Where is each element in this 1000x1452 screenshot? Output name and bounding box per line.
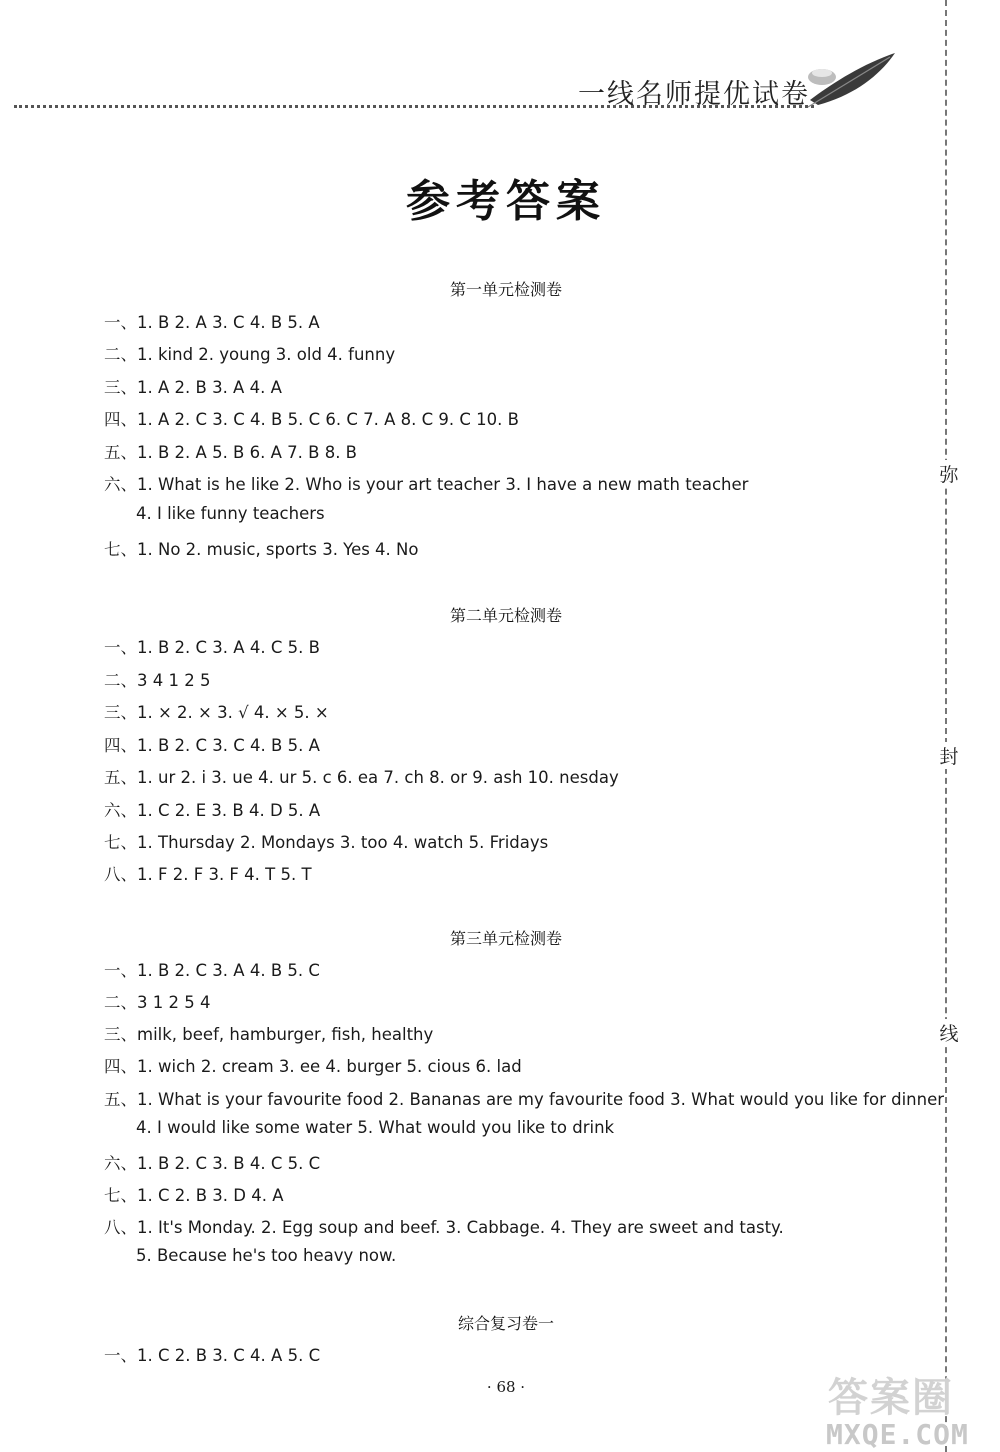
header-brand: 一线名师提优试卷: [578, 79, 810, 110]
binding-mark: 线: [937, 1019, 961, 1046]
page-number: · 68 ·: [486, 1378, 526, 1396]
section-title: 第三单元检测卷: [449, 929, 562, 948]
answer-row: 一、1. B 2. A 3. C 4. B 5. A: [104, 313, 320, 332]
answer-row: 一、1. B 2. C 3. A 4. C 5. B: [104, 638, 320, 657]
answer-row: 七、1. No 2. music, sports 3. Yes 4. No: [104, 540, 419, 559]
binding-mark: 封: [937, 742, 961, 769]
answer-row: 四、1. wich 2. cream 3. ee 4. burger 5. cious 6. lad: [104, 1057, 522, 1076]
answer-row-continued: 5. Because he's too heavy now.: [136, 1246, 397, 1265]
answer-row: 四、1. A 2. C 3. C 4. B 5. C 6. C 7. A 8. C 9. C 10. B: [104, 410, 519, 429]
answer-row: 三、milk, beef, hamburger, fish, healthy: [104, 1025, 434, 1044]
section-title: 第一单元检测卷: [449, 280, 562, 299]
feather-icon: [800, 45, 900, 115]
answer-row: 三、1. × 2. × 3. √ 4. × 5. ×: [104, 703, 329, 722]
section-title: 综合复习卷一: [457, 1314, 554, 1333]
answer-row: 八、1. It's Monday. 2. Egg soup and beef. 3. Cabbage. 4. They are sweet and tasty.: [104, 1218, 784, 1237]
answer-row: 七、1. C 2. B 3. D 4. A: [104, 1186, 284, 1205]
answer-row: 六、1. What is he like 2. Who is your art teacher 3. I have a new math teacher: [104, 475, 749, 494]
answer-row: 五、1. ur 2. i 3. ue 4. ur 5. c 6. ea 7. ch 8. or 9. ash 10. nesday: [104, 768, 619, 787]
answer-row: 六、1. C 2. E 3. B 4. D 5. A: [104, 801, 321, 820]
answer-row-continued: 4. I would like some water 5. What would you like to drink: [136, 1118, 615, 1137]
answer-row: 三、1. A 2. B 3. A 4. A: [104, 378, 282, 397]
answer-row: 一、1. B 2. C 3. A 4. B 5. C: [104, 961, 320, 980]
answer-row: 二、3 4 1 2 5: [104, 671, 211, 690]
answer-row: 一、1. C 2. B 3. C 4. A 5. C: [104, 1346, 321, 1365]
answer-row: 八、1. F 2. F 3. F 4. T 5. T: [104, 865, 312, 884]
binding-dashed-line: [945, 0, 947, 1452]
answer-row: 五、1. What is your favourite food 2. Bananas are my favourite food 3. What would you like for dinner: [104, 1090, 945, 1109]
answer-row-continued: 4. I like funny teachers: [136, 504, 325, 523]
answer-row: 二、3 1 2 5 4: [104, 993, 211, 1012]
section-title: 第二单元检测卷: [449, 606, 562, 625]
answer-row: 五、1. B 2. A 5. B 6. A 7. B 8. B: [104, 443, 358, 462]
page-title: 参考答案: [406, 176, 606, 227]
answer-row: 六、1. B 2. C 3. B 4. C 5. C: [104, 1154, 321, 1173]
answer-row: 七、1. Thursday 2. Mondays 3. too 4. watch 5. Fridays: [104, 833, 549, 852]
watermark-url: MXQE.COM: [826, 1418, 969, 1451]
answer-row: 四、1. B 2. C 3. C 4. B 5. A: [104, 736, 320, 755]
binding-mark: 弥: [937, 460, 961, 487]
watermark-logo-text: 答案圈: [828, 1375, 954, 1421]
answer-row: 二、1. kind 2. young 3. old 4. funny: [104, 345, 396, 364]
